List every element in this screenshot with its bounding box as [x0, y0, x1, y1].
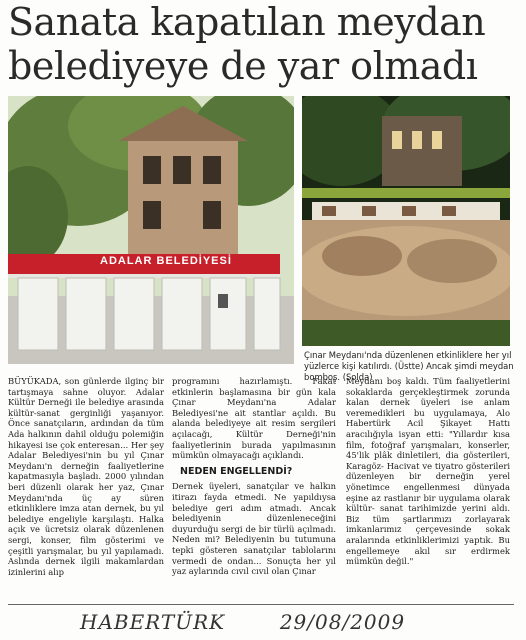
article-text-2a: programını hazırlamıştı. Fakat etkinlerin başlamasına bir gün kala Çınar Meydanı'na Adalar Belediyesi'ne ait stantlar açıldı. Bu alanda belediyeye ait resim sergileri açılacağı, Kültür Derneği'nin faaliyetlerinin burada yapılmasının mümkün olmayacağı açıklandı. — [172, 376, 336, 461]
article-column-3 — [346, 376, 510, 567]
headline-line-1: Sanata kapatılan meydan — [8, 0, 486, 44]
source-stamp — [80, 610, 405, 634]
publication-date: 29/08/2009 — [279, 610, 406, 634]
photo-night-event-illustration — [302, 96, 510, 346]
article-text-1: BÜYÜKADA, son günlerde ilginç bir tartışmaya sahne oluyor. Adalar Kültür Derneği ile belediye arasında kültür-sanat gerginliği yaşanıyor. Önce sanatçıların, ardından da tüm Ada halkının dahil olduğu polemiğin hikayesi ise çok enteresan... Her şey Adalar Belediyesi'nin bu yıl Çınar Meydanı'n derneğin faaliyetlerine kapatmasıyla başladı. 2000 yılından beri düzenli olarak her yaz, Çınar Meydanı'nda üç ay süren etkinliklere imza atan dernek, bu yıl belediye engeliyle karşılaştı. Halka açık ve ücretsiz olarak düzenlenen sergi, konser, film gösterimi ve çeşitli yarışmalar, bu yıl yapılamadı. Aslında dernek ilgili makamlardan izinlerini alıp — [8, 376, 164, 577]
article-column-1 — [8, 376, 164, 577]
source-name: HABERTÜRK — [80, 610, 226, 634]
headline-line-2: belediyeye de yar olmadı — [8, 44, 478, 88]
article-text-2b: Dernek üyeleri, sanatçılar ve halkın itirazı fayda etmedi. Ne yapıldıysa belediye geri adım atmadı. Ancak belediyenin düzenleneceğini duyurduğu sergi de bir türlü açılmadı. Neden mi? Belediyenin bu tutumuna tepki gösteren sanatçılar tablolarını vermedi de ondan... Sonuçta her yıl yaz aylarında cıvıl cıvıl olan Çınar — [172, 481, 336, 577]
article-column-2 — [172, 376, 336, 577]
photo-house-stands — [8, 96, 294, 364]
footer-divider — [8, 604, 514, 605]
photo-caption: Çınar Meydanı'nda düzenlenen etkinliklere her yıl yüzlerce kişi katılırdı. (Üstte) Ancak şimdi meydan bomboş. (Solda) — [304, 350, 514, 382]
banner-text: ADALAR BELEDİYESİ — [100, 255, 232, 267]
photo-house-stands-illustration — [8, 96, 294, 364]
photo-night-event — [302, 96, 510, 346]
section-subheading: NEDEN ENGELLENDİ? — [180, 465, 293, 477]
article-text-3: Meydanı boş kaldı. Tüm faaliyetlerini sokaklarda gerçekleştirmek zorunda kalan dernek üyeleri ise anlam veremedikleri bu uygulamaya, Alo Habertürk Acil Şikayet Hattı aracılığıyla isyan etti: "Yıllardır kısa film, fotoğraf yarışmaları, konserler, 45'lik plâk dinletileri, dia gösterileri, Karagöz- Hacivat ve tiyatro gösterileri düzenleyen bir derneğin yerel yönetimce engellenmesi dünyada eşine az rastlanır bir uygulama olarak kültür- sanat tarihimizde yerini aldı. Biz tüm şartlarımızı zorlayarak imkanlarımız çerçevesinde sokak aralarında etkinliklerimizi yaptık. Bu engellemeye akıl sır erdirmek mümkün değil." — [346, 376, 510, 567]
